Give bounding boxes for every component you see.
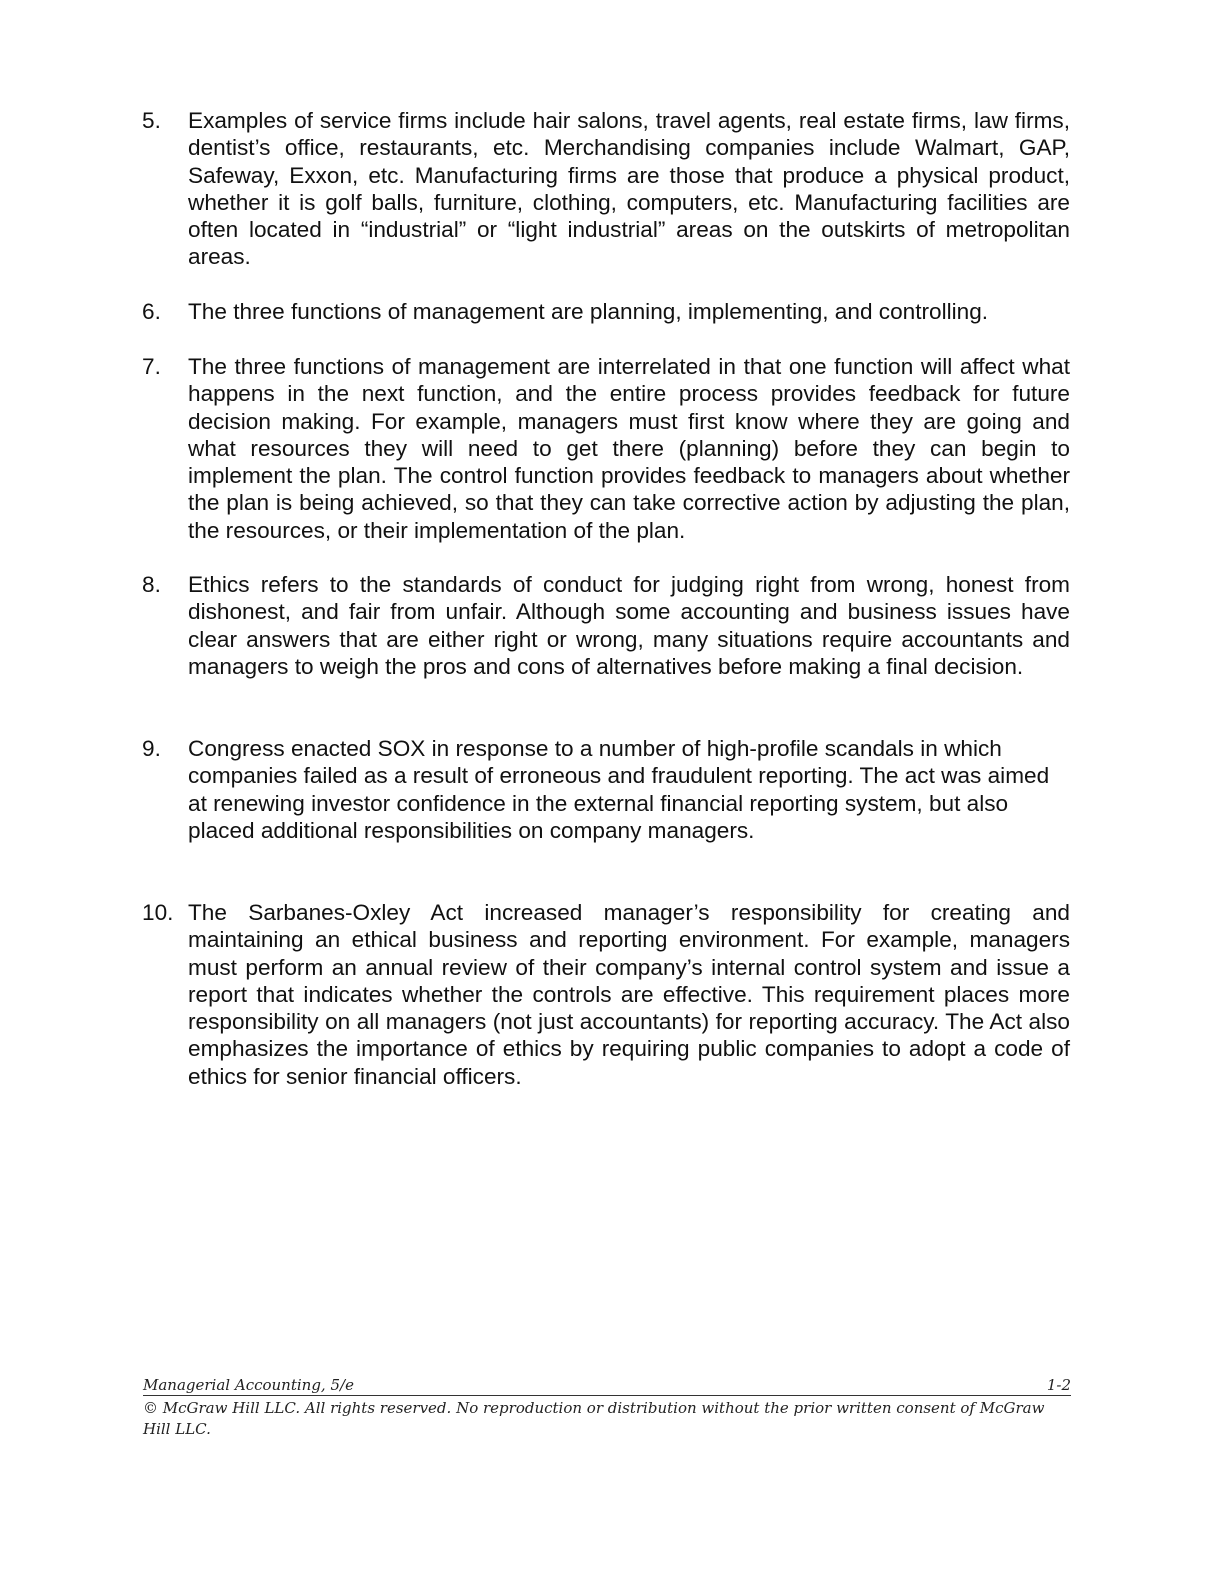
answer-item-6 xyxy=(142,298,1070,325)
answer-item-10 xyxy=(142,899,1070,1090)
item-text: The Sarbanes-Oxley Act increased manager’s responsibility for creating and maintaining an ethical business and reporting environment. For example, managers must perform an annual review of their company’s internal control system and issue a report that indicates whether the controls are effective. This requirement places more responsibility on all managers (not just accountants) for reporting accuracy. The Act also emphasizes the importance of ethics by requiring public companies to adopt a code of ethics for senior financial officers. xyxy=(188,900,1070,1089)
book-title: Managerial Accounting, 5/e xyxy=(143,1376,354,1394)
item-text: Congress enacted SOX in response to a number of high-profile scandals in which companies failed as a result of erroneous and fraudulent reporting. The act was aimed at renewing investor confidence in the external financial reporting system, but also placed additional responsibilities on company managers. xyxy=(188,736,1050,843)
item-number: 10. xyxy=(142,900,174,925)
copyright-notice: © McGraw Hill LLC. All rights reserved. No reproduction or distribution without the prior written consent of McGraw Hill LLC. xyxy=(143,1399,1045,1438)
item-text: The three functions of management are interrelated in that one function will affect what happens in the next function, and the entire process provides feedback for future decision making. For example, managers must first know where they are going and what resources they will need to get there (planning) before they can begin to implement the plan. The control function provides feedback to managers about whether the plan is being achieved, so that they can take corrective action by adjusting the plan, the resources, or their implementation of the plan. xyxy=(188,354,1070,543)
item-text: The three functions of management are planning, implementing, and controlling. xyxy=(188,299,989,324)
answer-item-8 xyxy=(142,571,1070,680)
item-number: 5. xyxy=(142,108,161,133)
answer-item-9 xyxy=(142,735,1070,844)
footer-header-line xyxy=(143,1376,1071,1396)
item-number: 7. xyxy=(142,354,161,379)
page-number: 1-2 xyxy=(1046,1376,1071,1394)
page-footer xyxy=(143,1376,1071,1440)
item-number: 6. xyxy=(142,299,161,324)
item-number: 8. xyxy=(142,572,161,597)
answer-item-5 xyxy=(142,107,1070,271)
item-text: Ethics refers to the standards of conduct for judging right from wrong, honest from dishonest, and fair from unfair. Although some accounting and business issues have clear answers that are either right or wrong, many situations require accountants and managers to weigh the pros and cons of alternatives before making a final decision. xyxy=(188,572,1070,679)
item-number: 9. xyxy=(142,736,161,761)
answer-item-7 xyxy=(142,353,1070,544)
item-text: Examples of service firms include hair salons, travel agents, real estate firms, law firms, dentist’s office, restaurants, etc. Merchandising companies include Walmart, GAP, Safeway, Exxon, etc. Manufacturing firms are those that produce a physical product, whether it is golf balls, furniture, clothing, computers, etc. Manufacturing facilities are often located in “industrial” or “light industrial” areas on the outskirts of metropolitan areas. xyxy=(188,108,1070,270)
